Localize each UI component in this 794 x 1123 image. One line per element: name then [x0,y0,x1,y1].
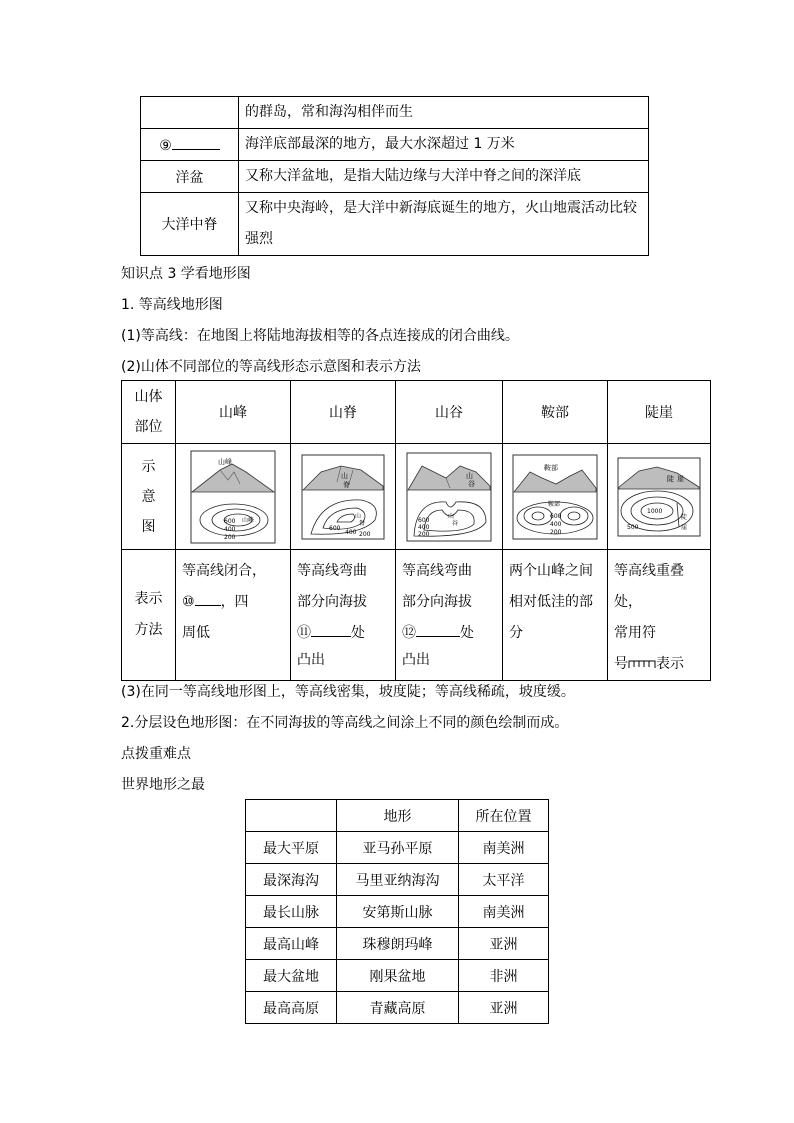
contour-table [121,380,711,681]
item-title: 1. 等高线地形图 [121,297,223,313]
cliff-diagram-cell [608,444,711,550]
diagram-text: 鞍部 [548,500,561,508]
feature-desc [239,193,649,256]
method-line: ⑫ 处 [402,618,502,649]
method-line: 常用符 [614,625,656,641]
method-line: 等高线闭合， [182,563,266,579]
table-row [246,832,549,864]
table-cell: 珠穆朗玛峰 [337,928,459,960]
table-cell: 最大平原 [246,832,337,864]
feature-name [141,97,239,129]
diagram-text: 谷 [452,519,459,527]
table-cell: 刚果盆地 [337,960,459,992]
diagram-text: 崖 [677,474,684,483]
column-header: 山谷 [396,381,503,444]
diagram-text: 400 [345,528,357,536]
method-line: ⑪ 处 [297,618,395,649]
cliff-diagram [617,457,701,537]
ridge-diagram-cell [291,444,396,550]
table-cell: 亚马孙平原 [337,832,459,864]
answer-blank[interactable] [172,135,220,150]
diagram-text: 脊 [359,519,366,527]
desc-line: 强烈 [245,231,273,247]
diagram-text: 400 [418,523,430,531]
saddle-diagram [512,454,598,540]
method-line: 等高线弯曲 [297,563,367,579]
column-header: 山峰 [176,381,291,444]
method-ridge [291,550,396,681]
table-cell: 非洲 [459,960,549,992]
diagram-text: 600 [550,512,562,520]
method-peak [176,550,291,681]
diagram-text: 山 [466,471,473,480]
table-cell: 太平洋 [459,864,549,896]
diagram-text: 崖 [681,523,688,531]
table-cell: 南美洲 [459,896,549,928]
diagram-text: 山 [355,512,362,520]
diagram-text: 山峰 [242,516,255,524]
table-cell: 最高高原 [246,992,337,1024]
table-row [246,960,549,992]
section-title: 点拨重难点 [121,746,191,762]
column-header: 山脊 [291,381,396,444]
table-cell: 安第斯山脉 [337,896,459,928]
table-row [141,161,649,193]
diagram-text: 山 [448,512,455,520]
paragraph: 2.分层设色地形图：在不同海拔的等高线之间涂上不同的颜色绘制而成。 [121,715,569,731]
method-line: 部分向海拔 [402,594,472,610]
diagram-text: 鞍部 [544,463,558,472]
saddle-diagram-cell [503,444,608,550]
cliff-symbol-icon [628,659,656,669]
feature-name [141,129,239,161]
table-cell: 最深海沟 [246,864,337,896]
paragraph: (3)在同一等高线地形图上，等高线密集，坡度陡；等高线稀疏，坡度缓。 [121,684,575,700]
method-row [122,550,711,681]
column-header [246,800,337,832]
table-cell: 南美洲 [459,832,549,864]
diagram-text: 陡 [667,474,674,483]
blank-label: ⑨ [159,138,172,154]
method-line: 两个山峰之间 [509,563,593,579]
column-header: 所在位置 [459,800,549,832]
table-row [246,896,549,928]
method-valley [396,550,503,681]
column-header: 地形 [337,800,459,832]
section-title: 世界地形之最 [121,777,205,793]
diagram-text: 200 [418,530,430,538]
desc-line: 又称中央海岭，是大洋中新海底诞生的地方，火山地震活动比较 [245,200,637,216]
header-row [246,800,549,832]
feature-desc: 又称大洋盆地，是指大陆边缘与大洋中脊之间的深洋底 [239,161,649,193]
diagram-text: 400 [550,520,562,528]
diagram-text: 山峰 [218,457,232,466]
diagram-text: 200 [550,528,562,536]
table-cell: 马里亚纳海沟 [337,864,459,896]
table-row [141,97,649,129]
table-row [246,928,549,960]
method-line: 凸出 [402,652,430,668]
feature-name: 洋盆 [141,161,239,193]
world-landforms-table [245,799,549,1024]
paragraph: (1)等高线：在地图上将陆地海拔相等的各点连接成的闭合曲线。 [121,328,519,344]
method-saddle [503,550,608,681]
answer-blank[interactable] [416,622,460,637]
method-line: ⑩ ，四 [182,587,290,618]
diagram-text: 500 [627,523,639,531]
peak-diagram-cell [176,444,291,550]
row-label: 表示 方法 [122,550,176,681]
answer-blank[interactable] [195,591,221,606]
valley-diagram-cell [396,444,503,550]
method-line: 等高线重叠处， [614,563,684,610]
diagram-row [122,444,711,550]
valley-diagram [406,452,492,542]
method-line: 周低 [182,625,210,641]
method-cliff [608,550,711,681]
paragraph: (2)山体不同部位的等高线形态示意图和表示方法 [121,359,421,375]
feature-name: 大洋中脊 [141,193,239,256]
diagram-text: 400 [224,525,236,533]
diagram-text: 脊 [343,480,350,489]
method-line: 部分向海拔 [297,594,367,610]
table-cell: 最高山峰 [246,928,337,960]
feature-desc: 的群岛，常和海沟相伴而生 [239,97,649,129]
table-row [246,864,549,896]
column-header: 鞍部 [503,381,608,444]
peak-diagram [190,450,276,544]
table-row [246,992,549,1024]
table-cell: 最长山脉 [246,896,337,928]
feature-desc: 海洋底部最深的地方，最大水深超过 1 万米 [239,129,649,161]
diagram-text: 陡 [681,513,688,521]
ocean-features-table [140,96,649,256]
section-title: 知识点 3 学看地形图 [121,266,251,282]
method-line: 号 表示 [614,656,684,672]
header-row [122,381,711,444]
diagram-text: 600 [329,524,341,532]
ridge-diagram [301,454,385,540]
row-label: 山体 部位 [122,381,176,444]
diagram-text: 200 [224,533,236,541]
table-row [141,193,649,256]
diagram-text: 600 [224,517,236,525]
table-row [141,129,649,161]
table-cell: 青藏高原 [337,992,459,1024]
diagram-text: 谷 [468,479,475,488]
method-line: 分 [509,625,523,641]
method-line: 等高线弯曲 [402,563,472,579]
answer-blank[interactable] [311,622,351,637]
column-header: 陡崖 [608,381,711,444]
table-cell: 最大盆地 [246,960,337,992]
table-cell: 亚洲 [459,992,549,1024]
diagram-text: 1000 [647,507,663,515]
method-line: 相对低洼的部 [509,594,593,610]
table-cell: 亚洲 [459,928,549,960]
method-line: 凸出 [297,652,325,668]
row-label: 示 意 图 [122,444,176,550]
diagram-text: 600 [418,516,430,524]
diagram-text: 山 [341,471,348,480]
diagram-text: 200 [359,530,371,538]
